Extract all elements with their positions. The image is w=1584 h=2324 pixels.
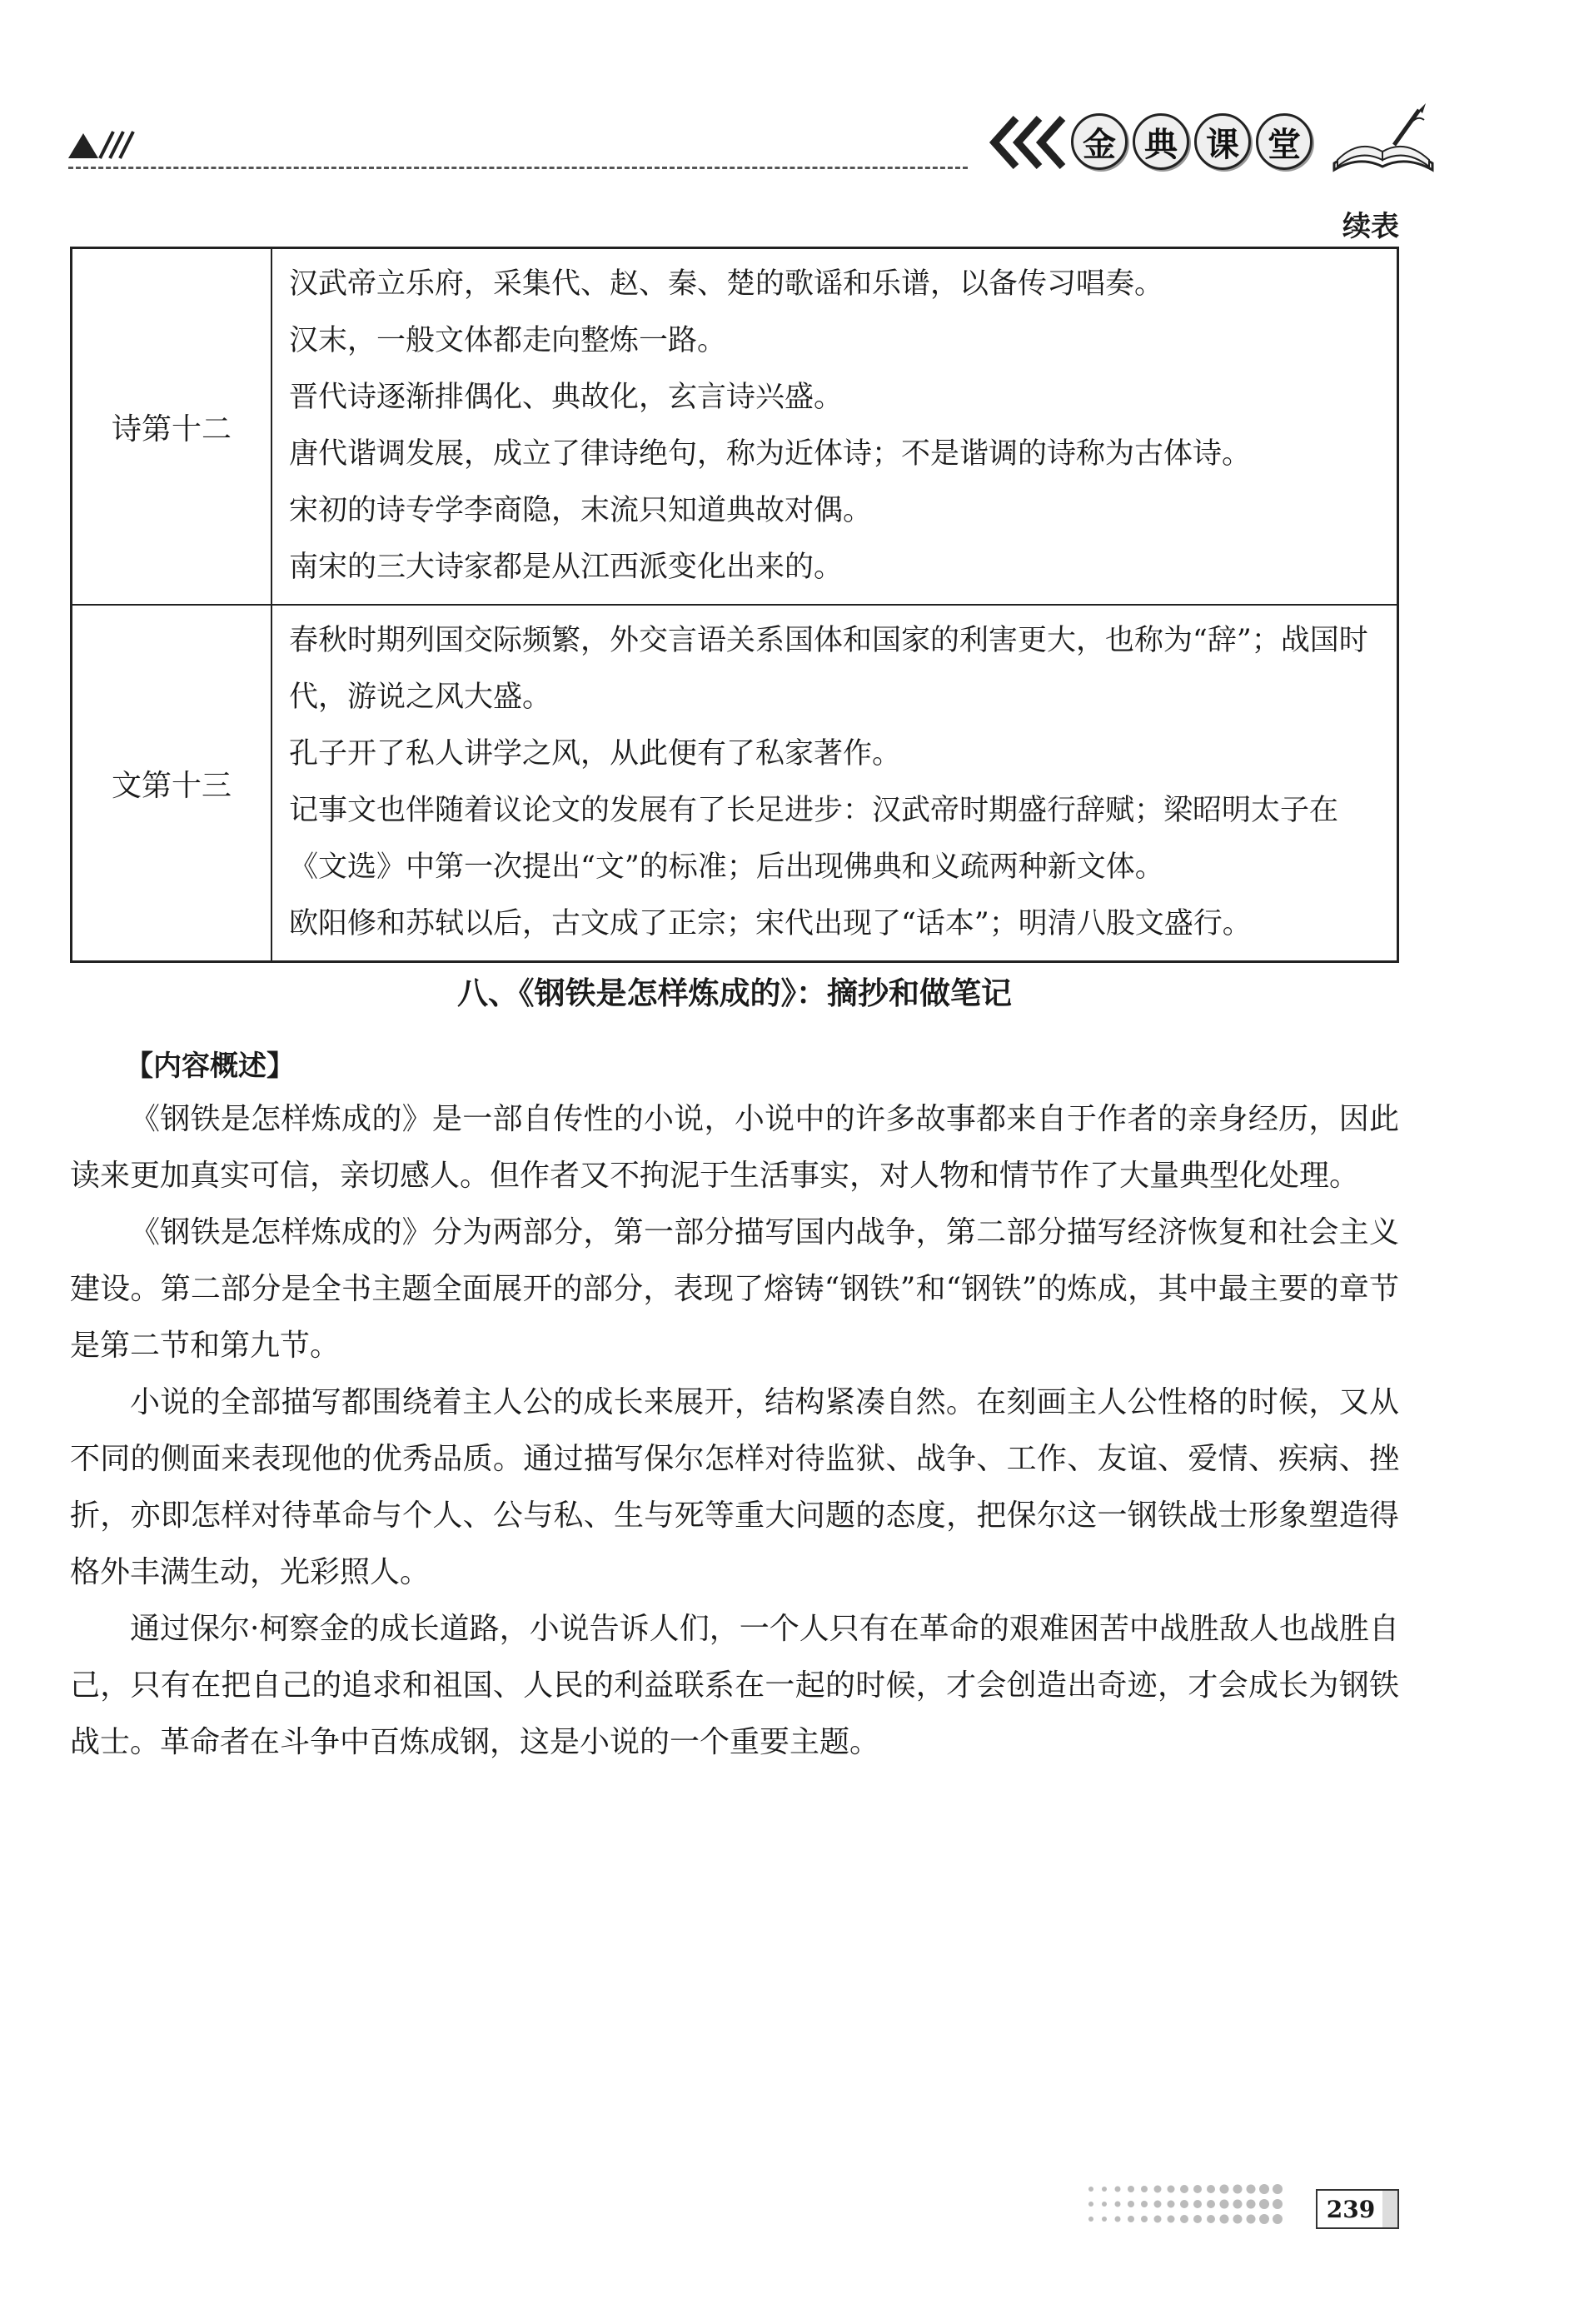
body-paragraph: 小说的全部描写都围绕着主人公的成长来展开，结构紧凑自然。在刻画主人公性格的时候，又从不同的侧面来表现他的优秀品质。通过描写保尔怎样对待监狱、战争、工作、友谊、爱情、疾病、挫折，亦即怎样对待革命与个人、公与私、生与死等重大问题的态度，把保尔这一钢铁战士形象塑造得格外丰满生动，光彩照人。 [70,1385,1399,1589]
table-line: 晋代诗逐渐排偶化、典故化，玄言诗兴盛。 [289,381,844,414]
brand-logo [1071,113,1313,170]
table-content-cell [271,605,1398,962]
header-triangles-ornament [68,125,135,162]
table-line: 春秋时期列国交际频繁，外交言语关系国体和国家的利害更大，也称为“辞”；战国时代，游说之风大盛。 [289,624,1368,714]
footer-dot-ornament [1083,2181,1299,2227]
brand-char: 典 [1133,113,1189,170]
table-row [72,248,1398,606]
brand-char: 课 [1194,113,1251,170]
table-caption: 续表 [1342,210,1399,243]
header-chevrons-ornament [983,113,1066,172]
table-line: 唐代谐调发展，成立了律诗绝句，称为近体诗；不是谐调的诗称为古体诗。 [289,437,1252,471]
table-line: 记事文也伴随着议论文的发展有了长足进步：汉武帝时期盛行辞赋；梁昭明太子在《文选》中第一次提出“文”的标准；后出现佛典和义疏两种新文体。 [289,794,1339,884]
section-subhead: 【内容概述】 [125,1050,295,1083]
page-number-tab [1382,2189,1399,2229]
body-paragraph: 《钢铁是怎样炼成的》是一部自传性的小说，小说中的许多故事都来自于作者的亲身经历，因此读来更加真实可信，亲切感人。但作者又不拘泥于生活事实，对人物和情节作了大量典型化处理。 [70,1102,1399,1193]
table-line: 汉武帝立乐府，采集代、赵、秦、楚的歌谣和乐谱，以备传习唱奏。 [289,267,1164,301]
section-body [70,1091,1399,1771]
table-content-cell [271,248,1398,606]
table-row [72,605,1398,962]
open-book-pen-icon [1329,98,1437,173]
page-number: 239 [1316,2189,1386,2229]
table-line: 汉末，一般文体都走向整炼一路。 [289,324,727,357]
brand-char: 堂 [1256,113,1313,170]
brand-char: 金 [1071,113,1128,170]
literature-history-table [70,247,1399,963]
table-line: 南宋的三大诗家都是从江西派变化出来的。 [289,551,844,584]
body-paragraph: 通过保尔·柯察金的成长道路，小说告诉人们，一个人只有在革命的艰难困苦中战胜敌人也战胜自己，只有在把自己的追求和祖国、人民的利益联系在一起的时候，才会创造出奇迹，才会成长为钢铁战士。革命者在斗争中百炼成钢，这是小说的一个重要主题。 [70,1612,1399,1759]
table-category-cell: 文第十三 [72,605,272,962]
table-line: 宋初的诗专学李商隐，末流只知道典故对偶。 [289,494,873,527]
table-line: 欧阳修和苏轼以后，古文成了正宗；宋代出现了“话本”；明清八股文盛行。 [289,907,1252,940]
body-paragraph: 《钢铁是怎样炼成的》分为两部分，第一部分描写国内战争，第二部分描写经济恢复和社会主义建设。第二部分是全书主题全面展开的部分，表现了熔铸“钢铁”和“钢铁”的炼成，其中最主要的章节是第二节和第九节。 [70,1215,1399,1363]
table-line: 孔子开了私人讲学之风，从此便有了私家著作。 [289,737,902,771]
table-category-cell: 诗第十二 [72,248,272,606]
header-dashed-rule [68,167,968,169]
section-title: 八、《钢铁是怎样炼成的》：摘抄和做笔记 [457,975,1012,1011]
